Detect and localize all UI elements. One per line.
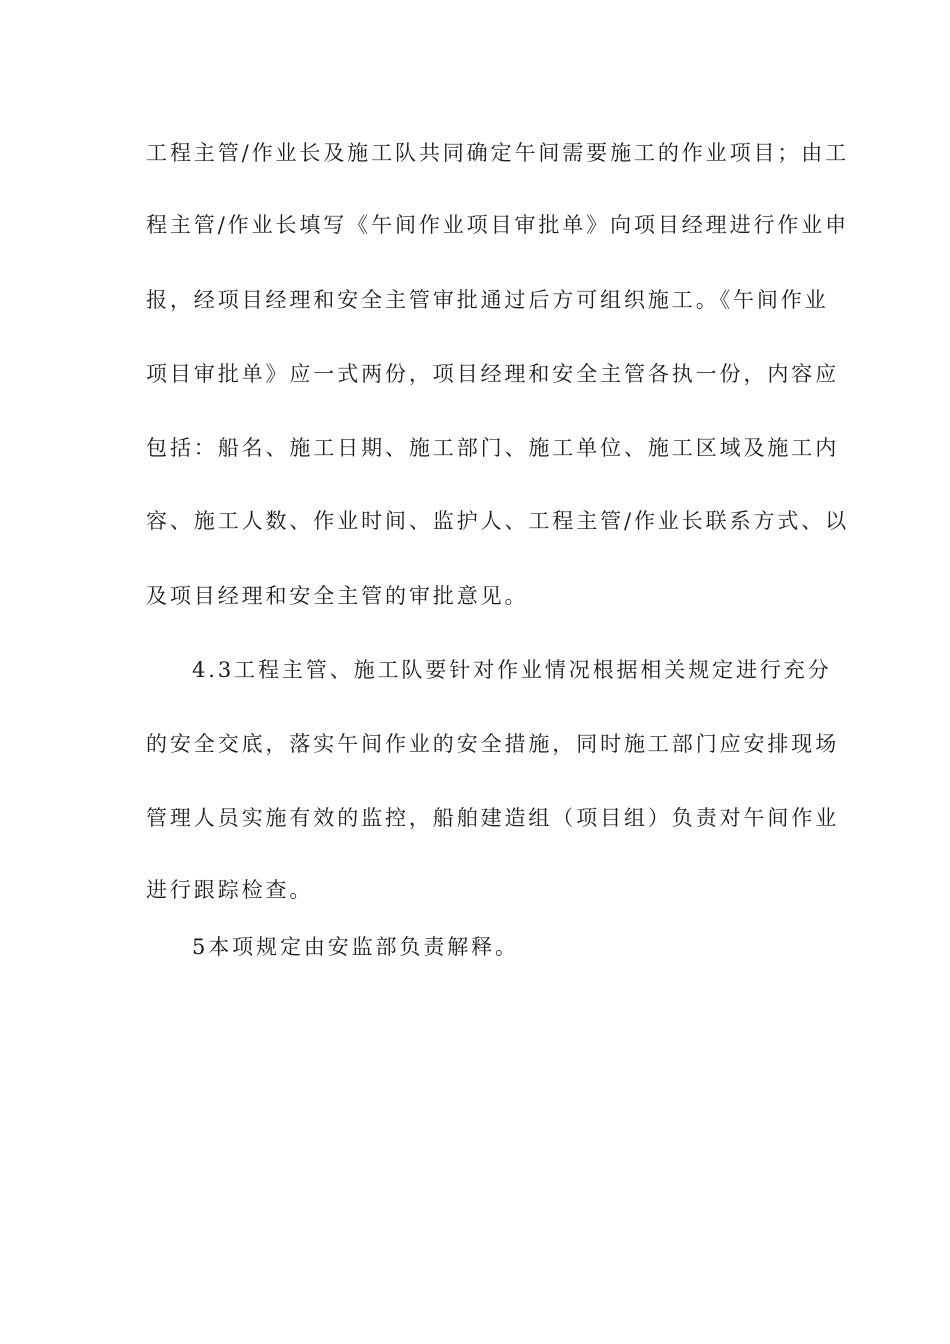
paragraph-line: 程主管/作业长填写《午间作业项目审批单》向项目经理进行作业申 xyxy=(146,213,850,237)
paragraph-line: 管理人员实施有效的监控，船舶建造组（项目组）负责对午间作业 xyxy=(146,806,840,830)
section-5-line: 5本项规定由安监部负责解释。 xyxy=(192,935,519,959)
paragraph-line: 的安全交底，落实午间作业的安全措施，同时施工部门应安排现场 xyxy=(146,732,840,756)
paragraph-line: 报，经项目经理和安全主管审批通过后方可组织施工。《午间作业 xyxy=(146,288,829,312)
paragraph-line: 进行跟踪检查。 xyxy=(146,878,314,902)
paragraph-line: 项目审批单》应一式两份，项目经理和安全主管各执一份，内容应 xyxy=(146,362,840,386)
paragraph-line: 容、施工人数、作业时间、监护人、工程主管/作业长联系方式、以 xyxy=(146,509,850,533)
paragraph-line: 及项目经理和安全主管的审批意见。 xyxy=(146,584,529,608)
paragraph-line: 工程主管/作业长及施工队共同确定午间需要施工的作业项目；由工 xyxy=(146,141,850,165)
section-4-3-line: 4.3工程主管、施工队要针对作业情况根据相关规定进行充分 xyxy=(192,658,832,682)
paragraph-line: 包括：船名、施工日期、施工部门、施工单位、施工区域及施工内 xyxy=(146,436,840,460)
